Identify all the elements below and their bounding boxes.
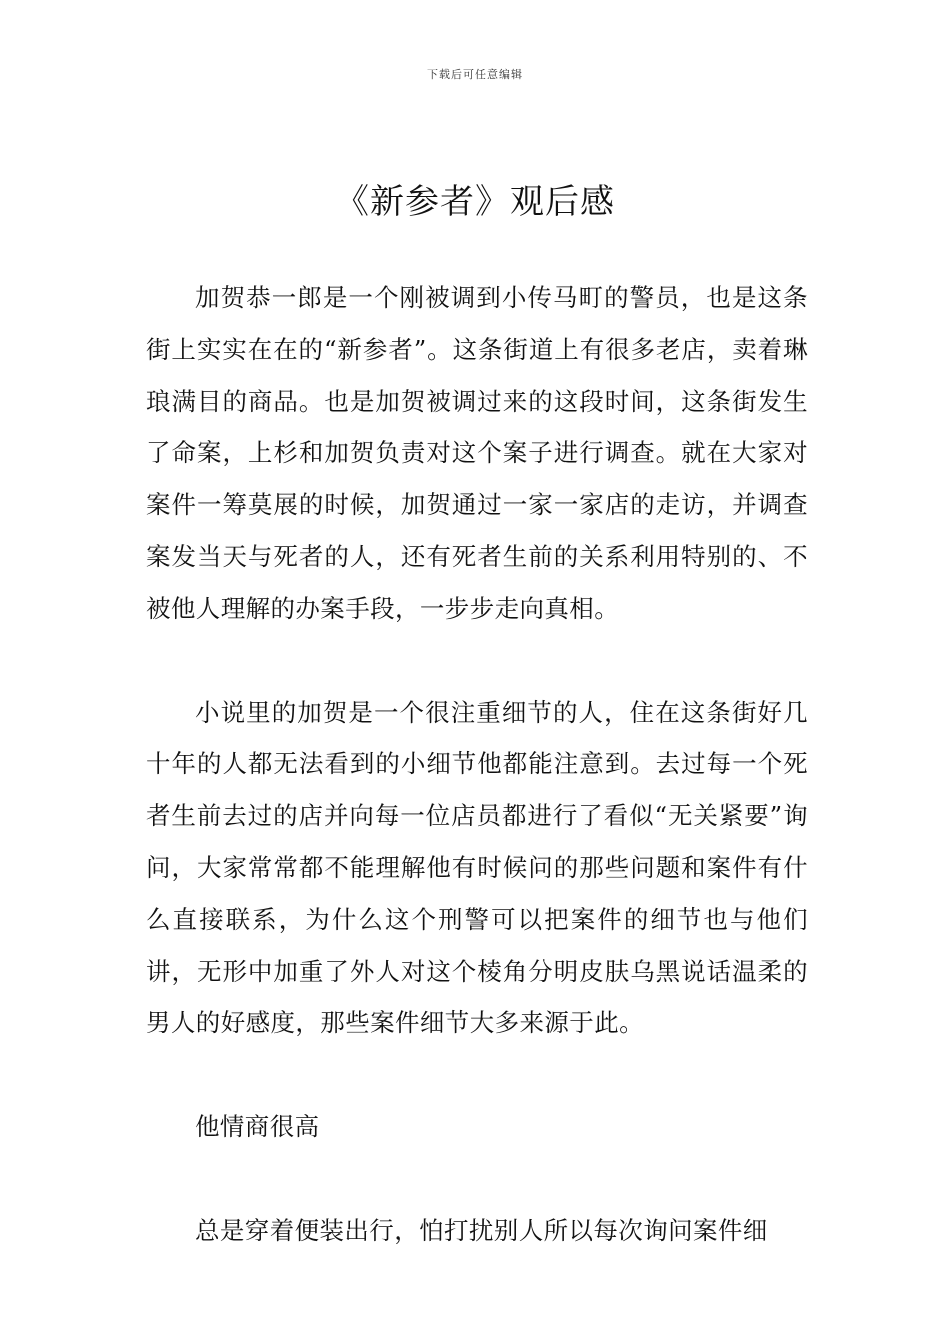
paragraph-4: 总是穿着便装出行，怕打扰别人所以每次询问案件细 bbox=[195, 1215, 768, 1245]
document-title: 《新参者》观后感 bbox=[335, 182, 615, 222]
paragraph-spacer bbox=[146, 1153, 808, 1205]
paragraph-spacer bbox=[146, 635, 808, 687]
paragraph-1: 加贺恭一郎是一个刚被调到小传马町的警员，也是这条街上实实在在的“新参者”。这条街道上有很多老店，卖着琳琅满目的商品。也是加贺被调过来的这段时间，这条街发生了命案，上杉和加贺负责对这个案子进行调查。就在大家对案件一筹莫展的时候，加贺通过一家一家店的走访，并调查案发当天与死者的人，还有死者生前的关系利用特别的、不被他人理解的办案手段，一步步走向真相。 bbox=[146, 283, 808, 623]
document-body bbox=[146, 272, 808, 1257]
header-note: 下载后可任意编辑 bbox=[427, 68, 523, 81]
paragraph-2: 小说里的加贺是一个很注重细节的人，住在这条街好几十年的人都无法看到的小细节他都能注意到。去过每一个死者生前去过的店并向每一位店员都进行了看似“无关紧要”询问，大家常常都不能理解他有时候问的那些问题和案件有什么直接联系，为什么这个刑警可以把案件的细节也与他们讲，无形中加重了外人对这个棱角分明皮肤乌黑说话温柔的男人的好感度，那些案件细节大多来源于此。 bbox=[146, 697, 808, 1038]
paragraph-3: 他情商很高 bbox=[195, 1112, 320, 1142]
paragraph-spacer bbox=[146, 1049, 808, 1101]
